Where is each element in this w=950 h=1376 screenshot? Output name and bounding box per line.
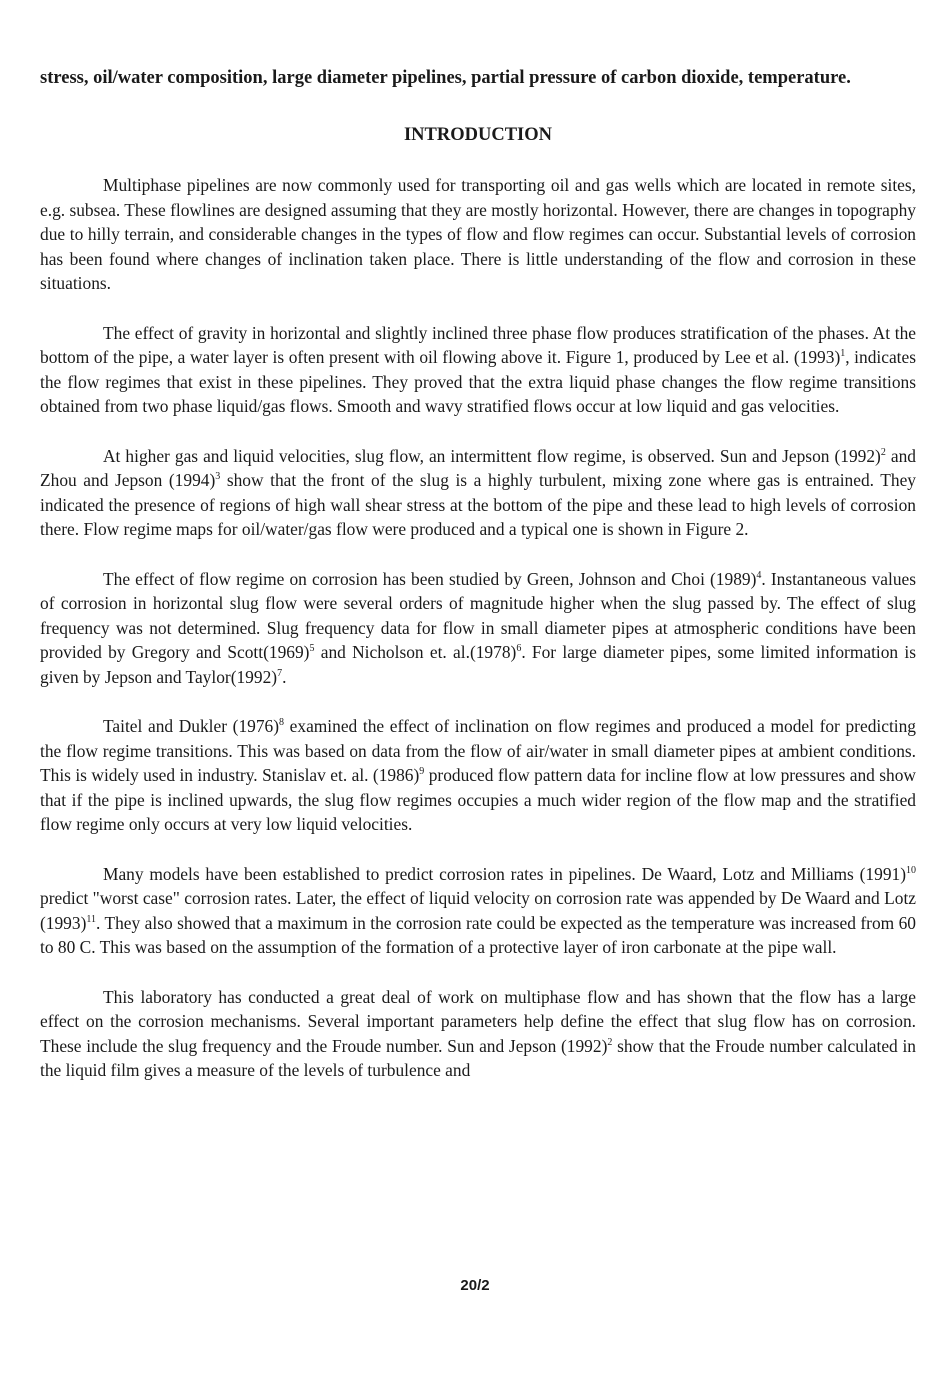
citation-superscript: 8	[279, 717, 285, 729]
paragraph-text: produced flow pattern data for incline flow at low pressures and show that if the pipe is inclined upwards, the slug flow regimes occupies a much wider region of the flow map and the stratified flow regime only occurs at very low liquid velocities.	[40, 765, 916, 835]
paragraph-text: Multiphase pipelines are now commonly used for transporting oil and gas wells which are located in remote sites, e.g. subsea. These flowlines are designed assuming that they are mostly horizontal. However, there are changes in topography due to hilly terrain, and considerable changes in the types of flow and flow regimes can occur. Substantial levels of corrosion has been found where changes of inclination taken place. There is little understanding of the flow and corrosion in these situations.	[40, 175, 916, 294]
paragraph-text: At higher gas and liquid velocities, slug flow, an intermittent flow regime, is observed. Sun and Jepson (1992)	[103, 445, 881, 466]
paragraph-text: . Instantaneous values of corrosion in horizontal slug flow were several orders of magnitude higher when the slug passed by. The effect of slug frequency was not determined. Slug frequency data for flow in small diameter pipes at atmospheric conditions have been provided by Gregory and Scott(1969)	[40, 568, 917, 663]
body-paragraph	[40, 173, 916, 296]
paragraph-text: Taitel and Dukler (1976)	[103, 716, 280, 737]
paragraph-text: and Nicholson et. al.(1978)	[314, 642, 517, 663]
body-paragraph	[40, 444, 916, 542]
paragraph-text: show that the Froude number calculated in the liquid film gives a measure of the levels of turbulence and	[40, 1035, 916, 1081]
paragraph-text: predict "worst case" corrosion rates. Later, the effect of liquid velocity on corrosion rate was appended by De Waard and Lotz (1993)	[40, 888, 916, 933]
page-number: 20/2	[460, 1277, 490, 1294]
citation-superscript: 6	[516, 643, 522, 655]
citation-superscript: 4	[756, 569, 762, 581]
paragraph-text: and Zhou and Jepson (1994)	[40, 445, 916, 491]
body-paragraph	[40, 714, 916, 837]
paragraph-text: Many models have been established to predict corrosion rates in pipelines. De Waard, Lotz and Milliams (1991)	[103, 863, 906, 884]
citation-superscript: 2	[607, 1036, 613, 1048]
document-page	[40, 66, 916, 1108]
body-paragraph	[40, 321, 916, 419]
citation-superscript: 3	[215, 471, 221, 483]
paragraph-text: show that the front of the slug is a highly turbulent, mixing zone where gas is entrained. They indicated the presence of regions of high wall shear stress at the bottom of the pipe and these lead to high levels of corrosion there. Flow regime maps for oil/water/gas flow were produced and a typical one is shown in Figure 2.	[40, 470, 916, 540]
citation-superscript: 11	[86, 914, 97, 926]
paragraph-text: This laboratory has conducted a great deal of work on multiphase flow and has shown that the flow has a large effect on the corrosion mechanisms. Several important parameters help define the effect that slug flow has on corrosion. These include the slug frequency and the Froude number. Sun and Jepson (1992)	[40, 986, 916, 1056]
keywords-continuation: stress, oil/water composition, large diameter pipelines, partial pressure of carbon dioxide, temperature.	[40, 68, 851, 88]
paragraph-text: The effect of gravity in horizontal and slightly inclined three phase flow produces stratification of the phases. At the bottom of the pipe, a water layer is often present with oil flowing above it. Figure 1, produced by Lee et al. (1993)	[40, 322, 916, 368]
citation-superscript: 10	[906, 864, 916, 876]
body-text	[40, 173, 916, 1083]
paragraph-text: .	[282, 666, 287, 687]
paragraph-text: examined the effect of inclination on flow regimes and produced a model for predicting the flow regime transitions. This was based on data from the flow of air/water in small diameter pipes at ambient conditions. This is widely used in industry. Stanislav et. al. (1986)	[40, 716, 916, 786]
citation-superscript: 7	[277, 668, 283, 680]
citation-superscript: 1	[840, 348, 846, 360]
section-heading-introduction: INTRODUCTION	[403, 125, 553, 145]
body-paragraph	[40, 985, 916, 1083]
paragraph-text: . For large diameter pipes, some limited information is given by Jepson and Taylor(1992)	[40, 642, 916, 687]
citation-superscript: 9	[419, 766, 425, 778]
paragraph-text: , indicates the flow regimes that exist in these pipelines. They proved that the extra liquid phase changes the flow regime transitions obtained from two phase liquid/gas flows. Smooth and wavy stratified flows occur at low liquid and gas velocities.	[40, 347, 916, 417]
body-paragraph	[40, 567, 916, 690]
citation-superscript: 2	[880, 446, 886, 458]
paragraph-text: The effect of flow regime on corrosion has been studied by Green, Johnson and Choi (1989)	[103, 568, 757, 589]
paragraph-text: . They also showed that a maximum in the corrosion rate could be expected as the temperature was increased from 60 to 80 C. This was based on the assumption of the formation of a protective layer of iron carbonate at the pipe wall.	[40, 912, 916, 958]
body-paragraph	[40, 862, 916, 960]
citation-superscript: 5	[309, 643, 315, 655]
